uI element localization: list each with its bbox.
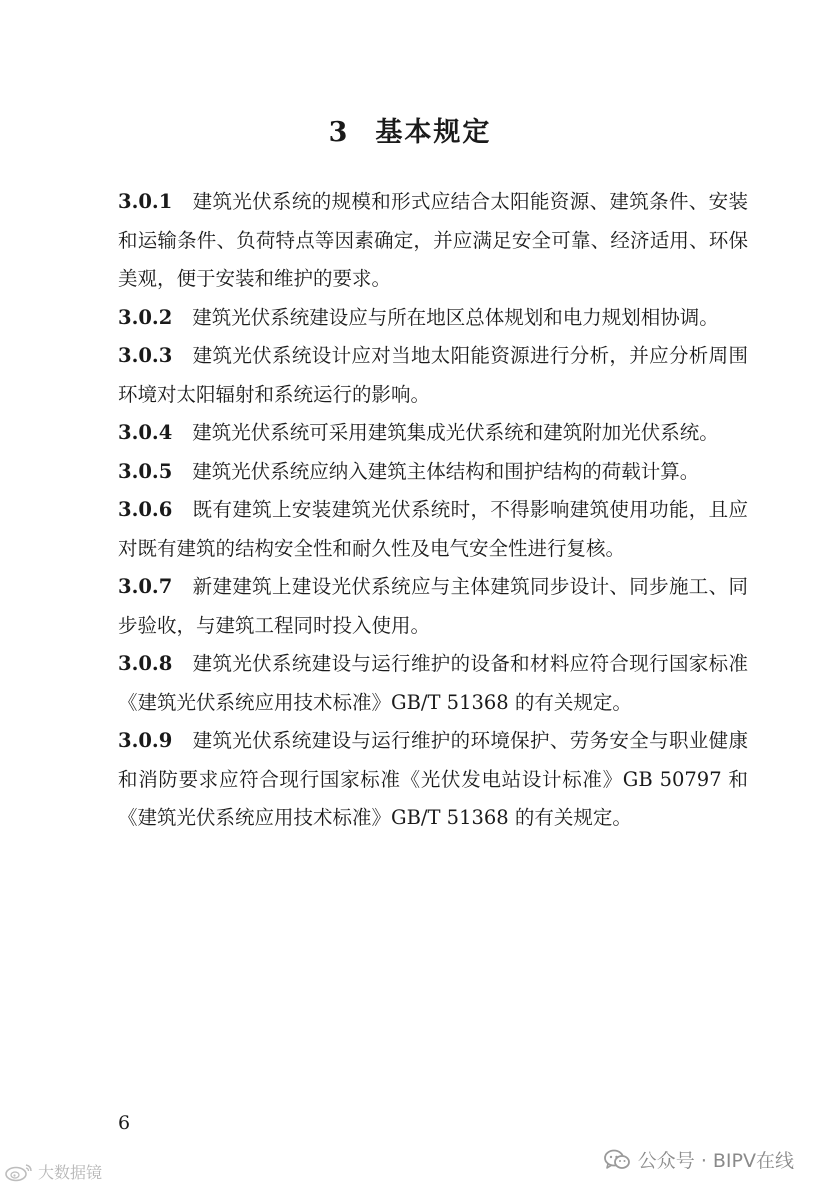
clause-number: 3.0.7 — [118, 575, 173, 598]
clause-text: 既有建筑上安装建筑光伏系统时，不得影响建筑使用功能，且应对既有建筑的结构安全性和耐久性及电气安全性进行复核。 — [118, 498, 748, 560]
weibo-watermark — [4, 1160, 102, 1183]
page-title — [0, 110, 820, 149]
chapter-number: 3 — [328, 117, 350, 148]
clause-3-0-3 — [118, 337, 748, 414]
wechat-account-name: 公众号 · BIPV在线 — [637, 1150, 794, 1172]
clause-number: 3.0.5 — [118, 459, 173, 483]
clause-text: 建筑光伏系统设计应对当地太阳能资源进行分析，并应分析周围环境对太阳辐射和系统运行的影响。 — [118, 344, 748, 406]
clause-text: 建筑光伏系统应纳入建筑主体结构和围护结构的荷载计算。 — [192, 459, 700, 483]
clause-text: 建筑光伏系统建设应与所在地区总体规划和电力规划相协调。 — [192, 305, 719, 329]
clause-text: 建筑光伏系统的规模和形式应结合太阳能资源、建筑条件、安装和运输条件、负荷特点等因素确定，并应满足安全可靠、经济适用、环保美观，便于安装和维护的要求。 — [118, 190, 748, 290]
clause-3-0-1 — [118, 183, 748, 299]
clause-3-0-7 — [118, 568, 748, 645]
clause-number: 3.0.9 — [118, 729, 173, 752]
clause-number: 3.0.8 — [118, 652, 173, 675]
clause-list — [118, 183, 748, 838]
clause-text: 新建建筑上建设光伏系统应与主体建筑同步设计、同步施工、同步验收，与建筑工程同时投入使用。 — [118, 575, 748, 637]
clause-3-0-5 — [118, 453, 748, 492]
clause-3-0-9 — [118, 722, 748, 838]
clause-text: 建筑光伏系统建设与运行维护的设备和材料应符合现行国家标准《建筑光伏系统应用技术标准》GB/T 51368 的有关规定。 — [118, 652, 748, 714]
weibo-account-name: 大数据镜 — [38, 1163, 103, 1182]
wechat-icon — [604, 1149, 630, 1171]
clause-3-0-8 — [118, 645, 748, 722]
clause-3-0-2 — [118, 299, 748, 338]
clause-number: 3.0.6 — [118, 498, 173, 521]
clause-text: 建筑光伏系统可采用建筑集成光伏系统和建筑附加光伏系统。 — [192, 421, 719, 444]
clause-3-0-4 — [118, 414, 748, 453]
clause-number: 3.0.4 — [118, 421, 173, 444]
clause-3-0-6 — [118, 491, 748, 568]
wechat-watermark — [604, 1146, 794, 1173]
clause-number: 3.0.1 — [118, 190, 173, 213]
chapter-title: 基本规定 — [375, 117, 492, 148]
page-number: 6 — [118, 1112, 131, 1134]
weibo-icon — [4, 1162, 34, 1182]
clause-number: 3.0.2 — [118, 305, 173, 329]
clause-text: 建筑光伏系统建设与运行维护的环境保护、劳务安全与职业健康和消防要求应符合现行国家标准《光伏发电站设计标准》GB 50797 和《建筑光伏系统应用技术标准》GB/T 51368 的有关规定。 — [118, 729, 748, 829]
clause-number: 3.0.3 — [118, 344, 173, 367]
